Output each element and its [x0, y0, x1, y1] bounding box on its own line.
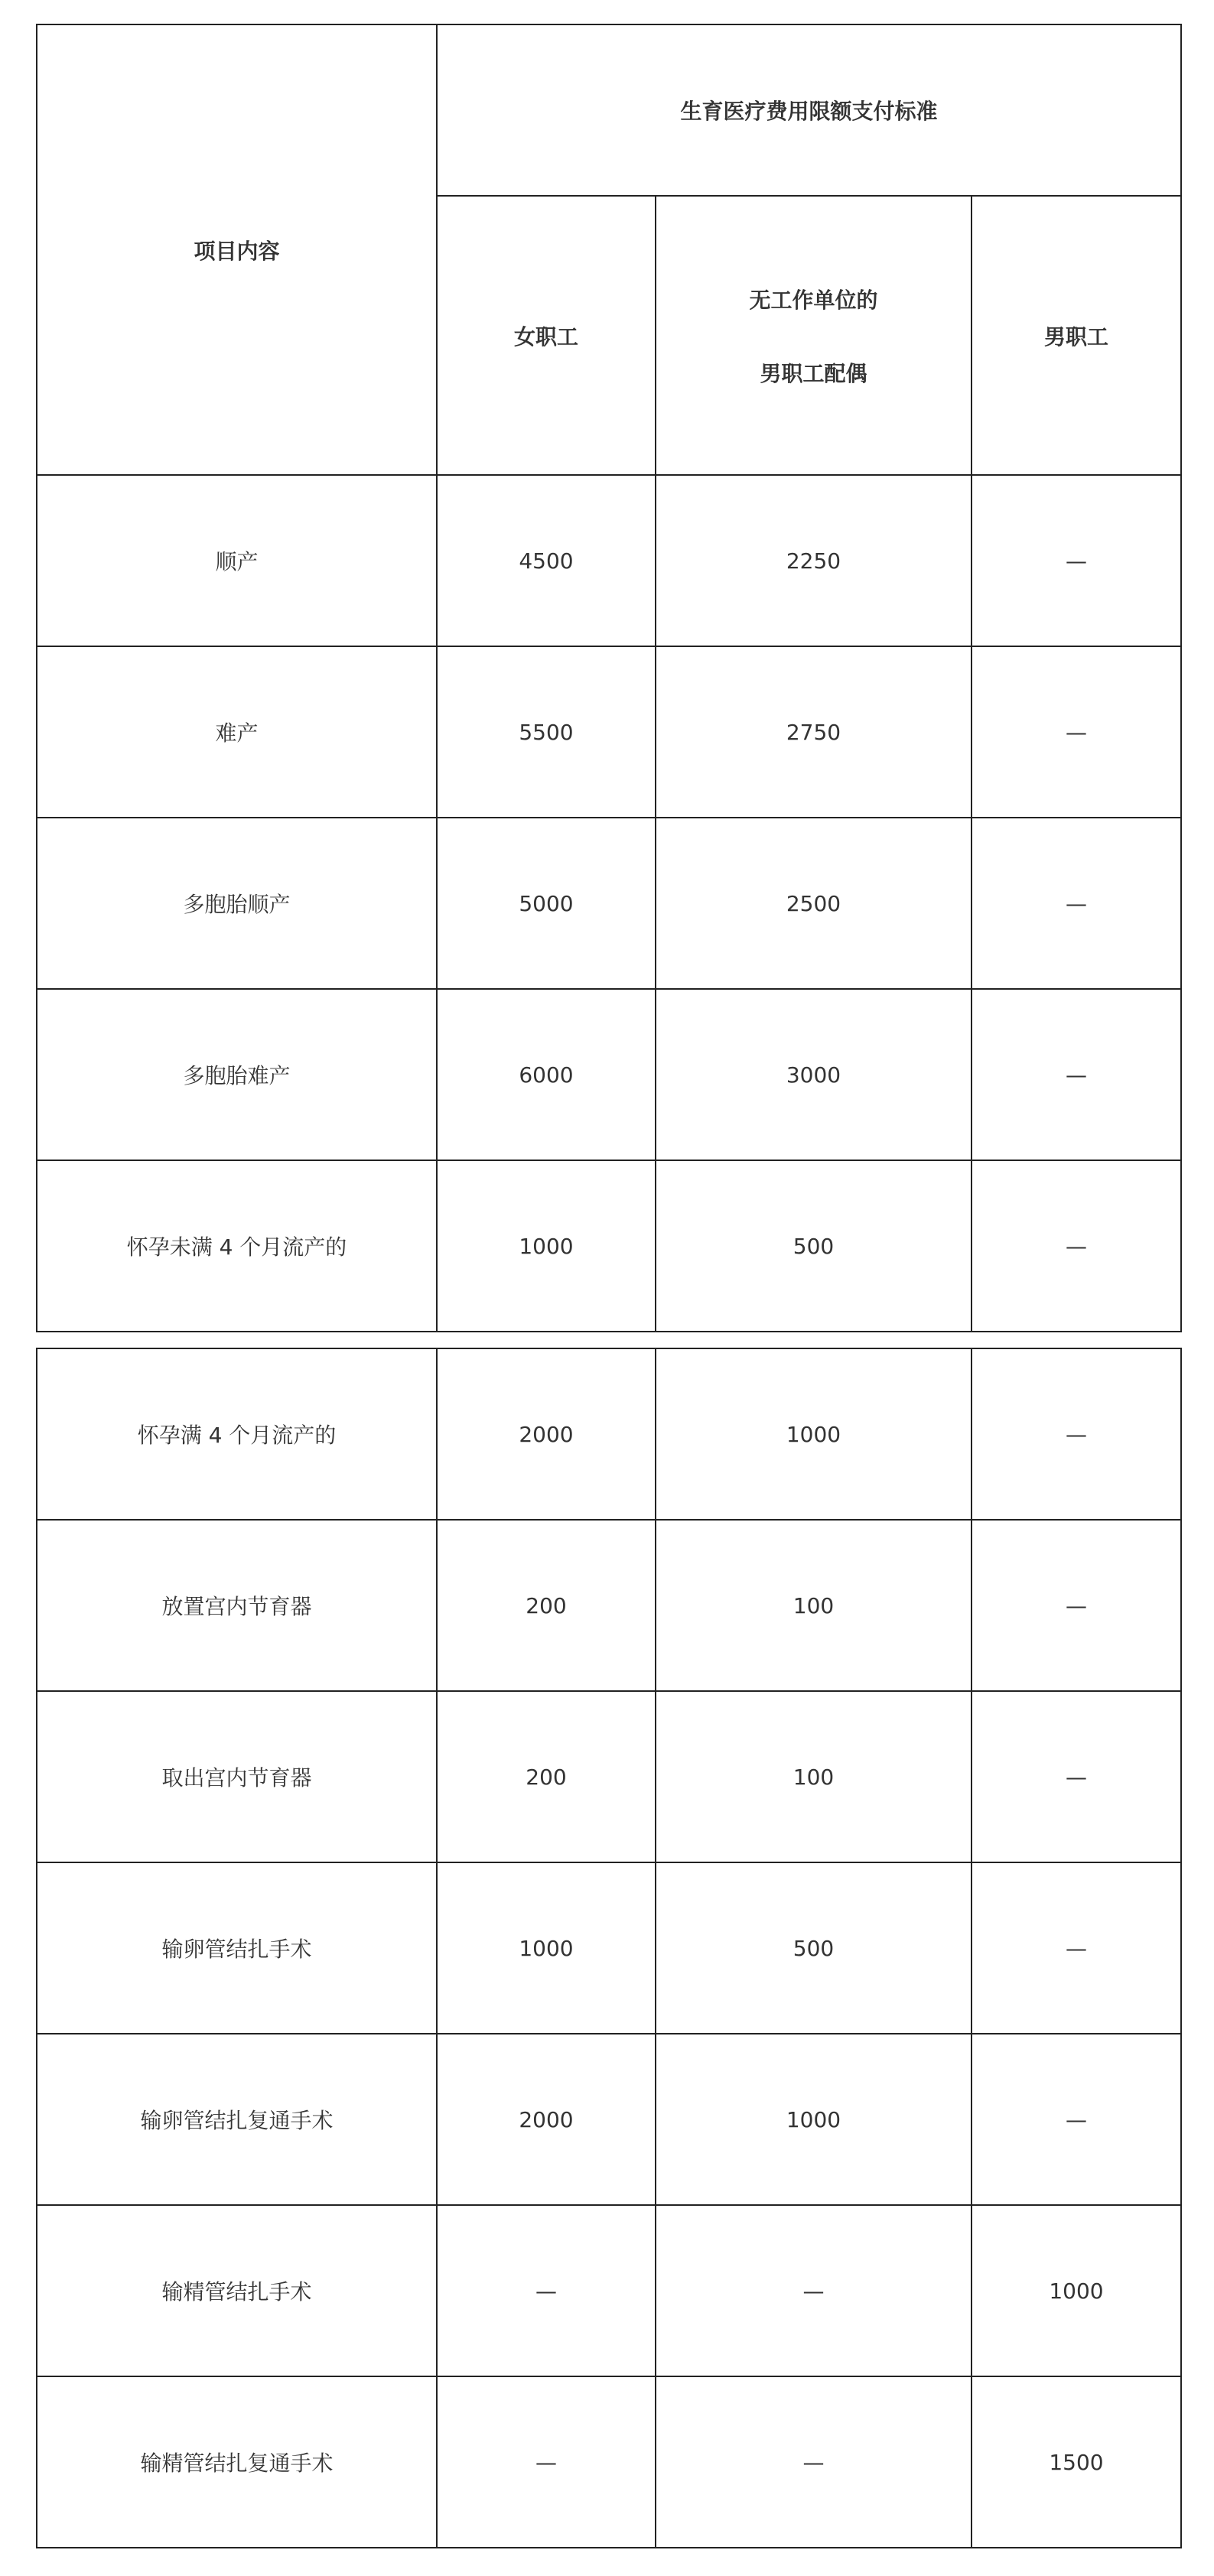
cell-male: — — [972, 1160, 1181, 1332]
table-row — [37, 1348, 1181, 1520]
cell-item: 放置宫内节育器 — [37, 1520, 437, 1691]
cell-female: — — [437, 2205, 656, 2376]
cell-spouse: 100 — [656, 1520, 972, 1691]
header-spouse-line1: 无工作单位的 — [749, 287, 878, 313]
cell-item: 顺产 — [37, 475, 437, 646]
cell-item: 输精管结扎复通手术 — [37, 2376, 437, 2548]
table-row — [37, 1691, 1181, 1862]
fee-standard-table-part1 — [36, 24, 1182, 1332]
cell-item: 怀孕未满 4 个月流产的 — [37, 1160, 437, 1332]
cell-item: 输精管结扎手术 — [37, 2205, 437, 2376]
cell-spouse: 100 — [656, 1691, 972, 1862]
cell-spouse: 1000 — [656, 1348, 972, 1520]
cell-item: 输卵管结扎复通手术 — [37, 2034, 437, 2205]
cell-spouse: 2250 — [656, 475, 972, 646]
cell-female: 5500 — [437, 646, 656, 818]
cell-spouse: 1000 — [656, 2034, 972, 2205]
cell-female: 2000 — [437, 2034, 656, 2205]
cell-female: 4500 — [437, 475, 656, 646]
table-row — [37, 2034, 1181, 2205]
table-row — [37, 1520, 1181, 1691]
table-row — [37, 989, 1181, 1160]
cell-male: — — [972, 818, 1181, 989]
cell-spouse: 2500 — [656, 818, 972, 989]
cell-female: 5000 — [437, 818, 656, 989]
table-row — [37, 1160, 1181, 1332]
cell-male: 1500 — [972, 2376, 1181, 2548]
cell-spouse: — — [656, 2376, 972, 2548]
cell-female: 6000 — [437, 989, 656, 1160]
cell-spouse: 2750 — [656, 646, 972, 818]
cell-female: — — [437, 2376, 656, 2548]
cell-spouse: — — [656, 2205, 972, 2376]
cell-female: 2000 — [437, 1348, 656, 1520]
cell-spouse: 500 — [656, 1862, 972, 2034]
header-male-employee: 男职工 — [972, 196, 1181, 475]
table-row — [37, 475, 1181, 646]
cell-male: 1000 — [972, 2205, 1181, 2376]
cell-item: 多胞胎难产 — [37, 989, 437, 1160]
cell-item: 输卵管结扎手术 — [37, 1862, 437, 2034]
cell-item: 取出宫内节育器 — [37, 1691, 437, 1862]
cell-female: 1000 — [437, 1862, 656, 2034]
cell-female: 1000 — [437, 1160, 656, 1332]
cell-male: — — [972, 2034, 1181, 2205]
cell-male: — — [972, 989, 1181, 1160]
cell-item: 难产 — [37, 646, 437, 818]
table-row — [37, 818, 1181, 989]
header-payment-standard: 生育医疗费用限额支付标准 — [437, 24, 1181, 196]
header-item-content: 项目内容 — [37, 24, 437, 475]
header-spouse — [656, 196, 972, 475]
cell-male: — — [972, 646, 1181, 818]
cell-spouse: 3000 — [656, 989, 972, 1160]
table-row — [37, 2205, 1181, 2376]
cell-male: — — [972, 1691, 1181, 1862]
table-row — [37, 2376, 1181, 2548]
header-female-employee: 女职工 — [437, 196, 656, 475]
cell-spouse: 500 — [656, 1160, 972, 1332]
header-spouse-line2: 男职工配偶 — [760, 360, 867, 386]
table-row — [37, 1862, 1181, 2034]
cell-male: — — [972, 475, 1181, 646]
cell-item: 多胞胎顺产 — [37, 818, 437, 989]
cell-female: 200 — [437, 1520, 656, 1691]
cell-male: — — [972, 1520, 1181, 1691]
cell-male: — — [972, 1862, 1181, 2034]
cell-female: 200 — [437, 1691, 656, 1862]
fee-standard-table-part2 — [36, 1348, 1182, 2548]
cell-item: 怀孕满 4 个月流产的 — [37, 1348, 437, 1520]
table-row — [37, 646, 1181, 818]
cell-male: — — [972, 1348, 1181, 1520]
